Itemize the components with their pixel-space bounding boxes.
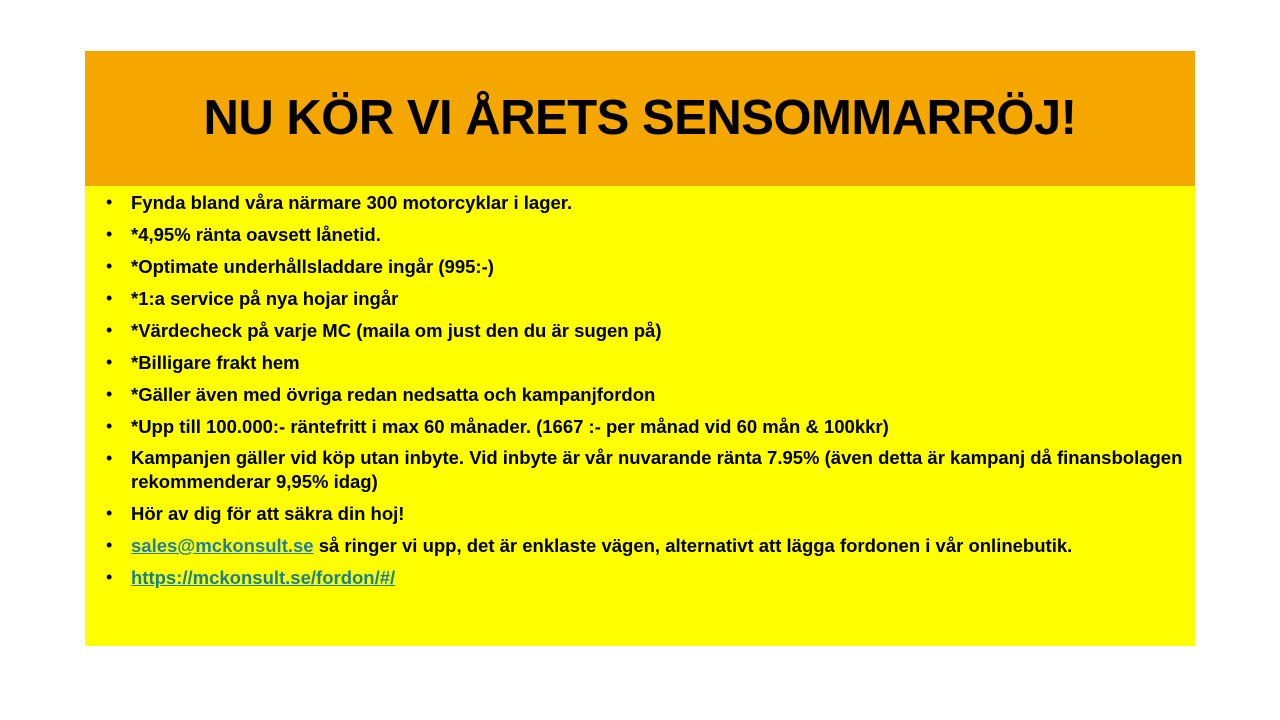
list-item-label: Kampanjen gäller vid köp utan inbyte. Vid inbyte är vår nuvarande ränta 7.95% (även detta är kampanj då finansbolagen rekommenderar 9,95% idag) — [131, 447, 1183, 492]
list-item — [92, 286, 1192, 311]
list-item-label: Hör av dig för att säkra din hoj! — [131, 503, 405, 524]
page-title: NU KÖR VI ÅRETS SENSOMMARRÖJ! — [203, 90, 1077, 145]
list-item-label: Fynda bland våra närmare 300 motorcyklar i lager. — [131, 192, 573, 213]
bullet-marker-icon: • — [106, 503, 113, 523]
bullet-marker-icon: • — [106, 192, 113, 212]
list-item-label — [131, 565, 1192, 590]
bullet-marker-icon: • — [106, 567, 113, 587]
list-item-email — [92, 533, 1192, 558]
list-item-url — [92, 565, 1192, 590]
bullet-marker-icon: • — [106, 448, 113, 468]
header-band — [85, 51, 1195, 186]
bullet-marker-icon: • — [106, 224, 113, 244]
bullet-marker-icon: • — [106, 320, 113, 340]
list-item-label: *Optimate underhållsladdare ingår (995:-) — [131, 256, 494, 277]
bullet-marker-icon: • — [106, 256, 113, 276]
bullet-marker-icon: • — [106, 535, 113, 555]
list-item — [92, 382, 1192, 407]
list-item-label — [131, 533, 1192, 558]
list-item — [92, 190, 1192, 215]
list-item-label: *4,95% ränta oavsett lånetid. — [131, 224, 381, 245]
bullet-list — [92, 190, 1192, 597]
website-link[interactable]: https://mckonsult.se/fordon/#/ — [131, 567, 396, 588]
email-link-suffix-text: så ringer vi upp, det är enklaste vägen, alternativt att lägga fordonen i vår onlinebutik. — [313, 535, 1073, 556]
list-item — [92, 222, 1192, 247]
list-item — [92, 501, 1192, 526]
list-item-label: *Billigare frakt hem — [131, 352, 300, 373]
bullet-marker-icon: • — [106, 352, 113, 372]
list-item — [92, 446, 1192, 494]
bullet-marker-icon: • — [106, 416, 113, 436]
email-link[interactable]: sales@mckonsult.se — [131, 535, 314, 556]
list-item-label: *Gäller även med övriga redan nedsatta och kampanjfordon — [131, 384, 656, 405]
list-item — [92, 318, 1192, 343]
bullet-marker-icon: • — [106, 384, 113, 404]
list-item-label: *1:a service på nya hojar ingår — [131, 288, 399, 309]
list-item-label: *Upp till 100.000:- räntefritt i max 60 månader. (1667 :- per månad vid 60 mån & 100kkr) — [131, 416, 889, 437]
bullet-marker-icon: • — [106, 288, 113, 308]
list-item — [92, 350, 1192, 375]
list-item — [92, 254, 1192, 279]
list-item — [92, 414, 1192, 439]
list-item-label: *Värdecheck på varje MC (maila om just den du är sugen på) — [131, 320, 662, 341]
